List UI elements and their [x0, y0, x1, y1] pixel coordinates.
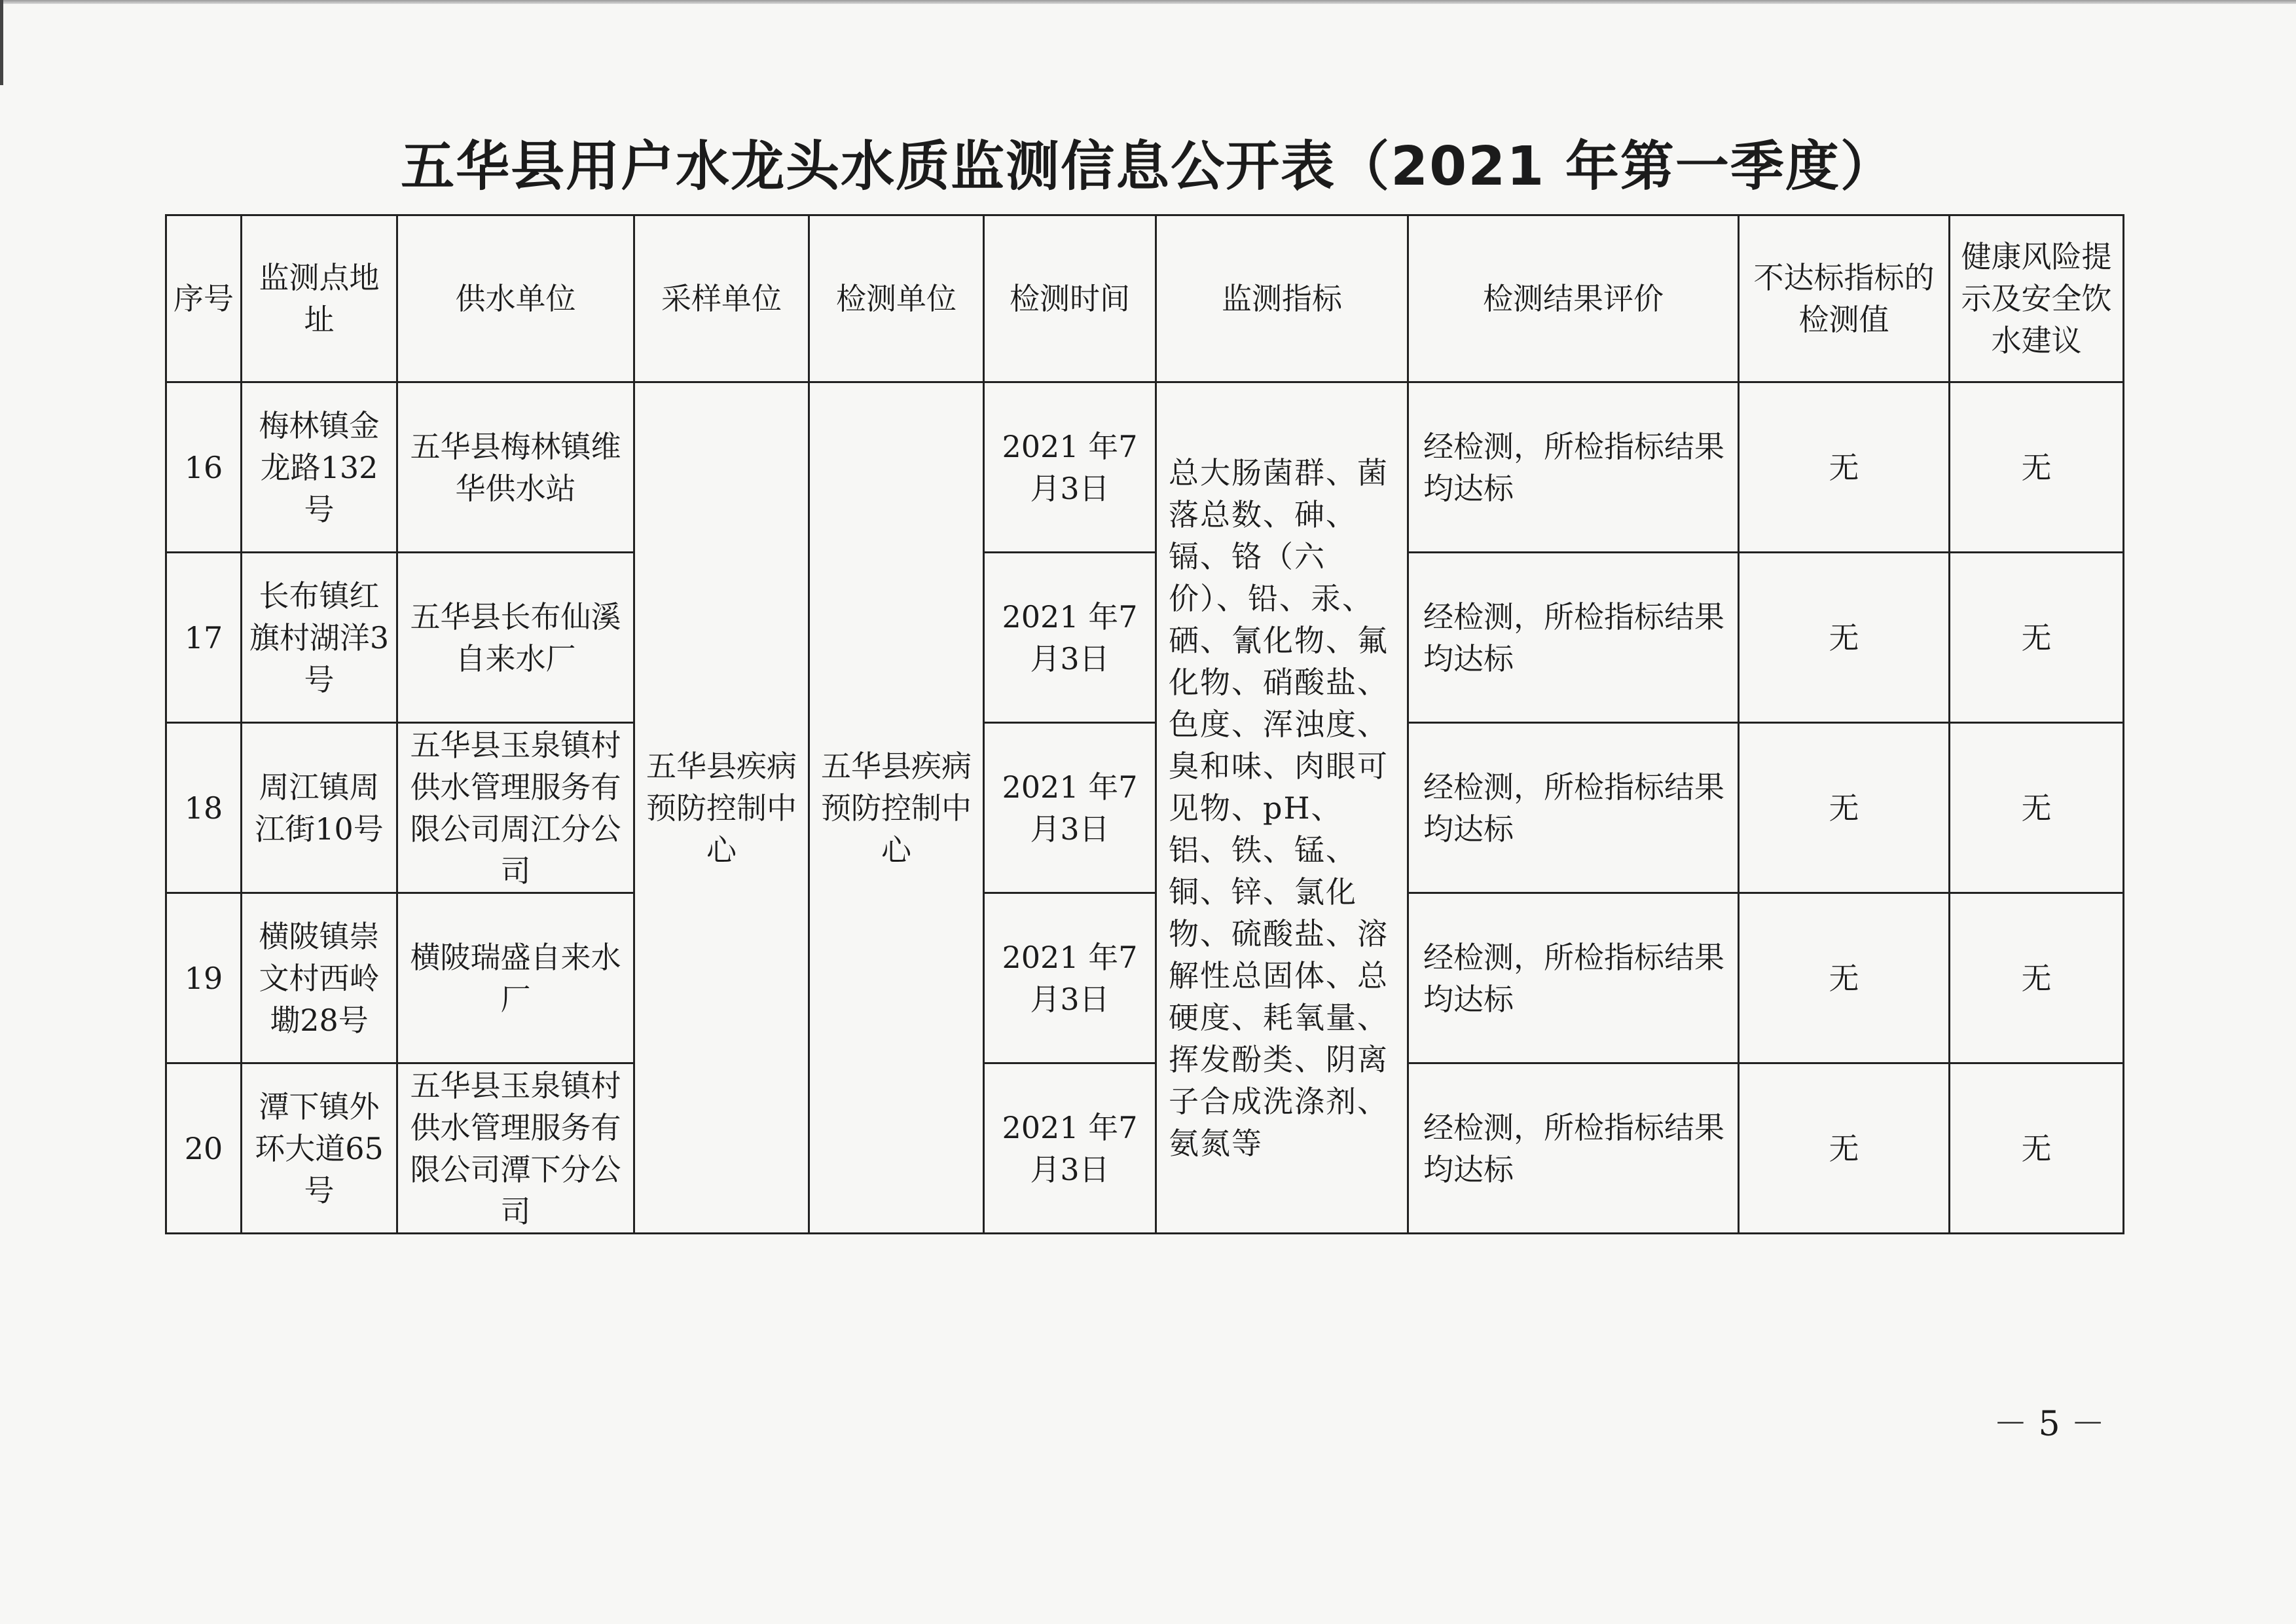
- date-cell: 2021 年7月3日: [984, 382, 1156, 553]
- supplier-cell: 横陂瑞盛自来水厂: [397, 893, 634, 1063]
- advice-cell: 无: [1950, 553, 2124, 723]
- row-number: 20: [166, 1063, 242, 1234]
- header-cell: 检测单位: [809, 215, 984, 382]
- page-number: － 5 －: [1993, 1405, 2105, 1444]
- evaluation-cell: 经检测，所检指标结果均达标: [1408, 1063, 1739, 1234]
- row-number: 19: [166, 893, 242, 1063]
- header-cell: 供水单位: [397, 215, 634, 382]
- address-cell: 横陂镇崇文村西岭墈28号: [242, 893, 397, 1063]
- advice-cell: 无: [1950, 893, 2124, 1063]
- table-row: [166, 382, 2124, 553]
- sampling-unit-cell: 五华县疾病预防控制中心: [634, 382, 809, 1234]
- date-cell: 2021 年7月3日: [984, 723, 1156, 893]
- header-cell: 采样单位: [634, 215, 809, 382]
- header-cell: 监测指标: [1156, 215, 1408, 382]
- date-cell: 2021 年7月3日: [984, 893, 1156, 1063]
- supplier-cell: 五华县玉泉镇村供水管理服务有限公司周江分公司: [397, 723, 634, 893]
- header-cell: 监测点地址: [242, 215, 397, 382]
- date-cell: 2021 年7月3日: [984, 553, 1156, 723]
- date-cell: 2021 年7月3日: [984, 1063, 1156, 1234]
- evaluation-cell: 经检测，所检指标结果均达标: [1408, 382, 1739, 553]
- address-cell: 长布镇红旗村湖洋3号: [242, 553, 397, 723]
- value-cell: 无: [1739, 1063, 1950, 1234]
- header-cell: 检测结果评价: [1408, 215, 1739, 382]
- row-number: 16: [166, 382, 242, 553]
- header-cell: 健康风险提示及安全饮水建议: [1950, 215, 2124, 382]
- advice-cell: 无: [1950, 723, 2124, 893]
- table-row: [166, 553, 2124, 723]
- value-cell: 无: [1739, 382, 1950, 553]
- advice-cell: 无: [1950, 1063, 2124, 1234]
- testing-unit-cell: 五华县疾病预防控制中心: [809, 382, 984, 1234]
- header-cell: 序号: [166, 215, 242, 382]
- advice-cell: 无: [1950, 382, 2124, 553]
- value-cell: 无: [1739, 723, 1950, 893]
- header-row: [166, 215, 2124, 382]
- value-cell: 无: [1739, 553, 1950, 723]
- indicators-cell: 总大肠菌群、菌落总数、砷、镉、铬（六价）、铅、汞、硒、氰化物、氟化物、硝酸盐、色度、浑浊度、臭和味、肉眼可见物、pH、铝、铁、锰、铜、锌、氯化物、硫酸盐、溶解性总固体、总硬度、耗氧量、挥发酚类、阴离子合成洗涤剂、氨氮等: [1156, 382, 1408, 1234]
- table-row: [166, 893, 2124, 1063]
- row-number: 17: [166, 553, 242, 723]
- page-title: 五华县用户水龙头水质监测信息公开表（2021 年第一季度）: [401, 136, 1895, 198]
- address-cell: 梅林镇金龙路132号: [242, 382, 397, 553]
- table-row: [166, 723, 2124, 893]
- table-row: [166, 1063, 2124, 1234]
- scan-edge-top: [0, 0, 2296, 4]
- supplier-cell: 五华县玉泉镇村供水管理服务有限公司潭下分公司: [397, 1063, 634, 1234]
- row-number: 18: [166, 723, 242, 893]
- evaluation-cell: 经检测，所检指标结果均达标: [1408, 723, 1739, 893]
- supplier-cell: 五华县长布仙溪自来水厂: [397, 553, 634, 723]
- value-cell: 无: [1739, 893, 1950, 1063]
- scan-edge-left: [0, 0, 3, 85]
- address-cell: 周江镇周江街10号: [242, 723, 397, 893]
- monitoring-table: [165, 214, 2124, 1234]
- evaluation-cell: 经检测，所检指标结果均达标: [1408, 893, 1739, 1063]
- header-cell: 检测时间: [984, 215, 1156, 382]
- evaluation-cell: 经检测，所检指标结果均达标: [1408, 553, 1739, 723]
- address-cell: 潭下镇外环大道65号: [242, 1063, 397, 1234]
- supplier-cell: 五华县梅林镇维华供水站: [397, 382, 634, 553]
- header-cell: 不达标指标的检测值: [1739, 215, 1950, 382]
